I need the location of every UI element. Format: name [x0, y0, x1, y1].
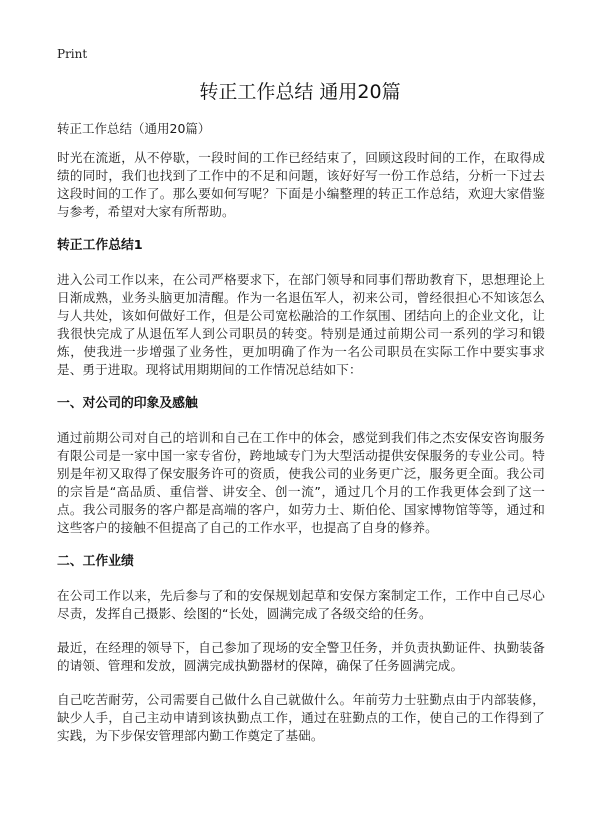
document-subtitle: 转正工作总结（通用20篇） — [57, 121, 211, 136]
print-link[interactable]: Print — [57, 47, 88, 61]
achievements-paragraph-2: 最近，在经理的领导下，自己参加了现场的安全警卫任务，并负责执勤证件、执勤装备的请领、管理和发放，圆满完成执勤器材的保障，确保了任务圆满完成。 — [57, 640, 545, 673]
impression-paragraph: 通过前期公司对自己的培训和自己在工作中的体会，感觉到我们伟之杰安保安咨询服务有限公司是一家中国一家专省份，跨地域专门为大型活动提供安保服务的专业公司。特别是年初又取得了保安服务许可的资质，使我公司的业务更广泛，服务更全面。我公司的宗旨是“高品质、重信誉、讲安全、创一流”，通过几个月的工作我更体会到了这一点。我公司服务的客户都是高端的客户，如劳力士、斯伯伦、国家博物馆等等，通过和这些客户的接触不但提高了自己的工作水平，也提高了自身的修养。 — [57, 430, 545, 535]
achievements-paragraph-1: 在公司工作以来，先后参与了和的安保规划起草和安保方案制定工作，工作中自己尽心尽责，发挥自己摄影、绘图的“长处，圆满完成了各级交给的任务。 — [57, 588, 545, 621]
intro-paragraph: 时光在流逝，从不停歇，一段时间的工作已经结束了，回顾这段时间的工作，在取得成绩的同时，我们也找到了工作中的不足和问题，该好好写一份工作总结，分析一下过去这段时间的工作了。那么要如何写呢？下面是小编整理的转正工作总结，欢迎大家借鉴与参考，希望对大家有所帮助。 — [57, 150, 545, 219]
document-body — [57, 149, 545, 761]
section-heading: 转正工作总结1 — [57, 238, 143, 253]
subsection-heading-achievements: 二、工作业绩 — [57, 554, 134, 569]
subsection-heading-impression: 一、对公司的印象及感触 — [57, 396, 198, 411]
document-title: 转正工作总结 通用20篇 — [199, 81, 401, 103]
achievements-paragraph-3: 自己吃苦耐劳，公司需要自己做什么自己就做什么。年前劳力士驻勤点由于内部装修，缺少人手，自己主动申请到该执勤点工作，通过在驻勤点的工作，使自己的工作得到了实践，为下步保安管理部内勤工作奠定了基础。 — [57, 692, 545, 743]
section-paragraph: 进入公司工作以来，在公司严格要求下，在部门领导和同事们帮助教育下，思想理论上日渐成熟，业务头脑更加清醒。作为一名退伍军人，初来公司，曾经很担心不知该怎么与人共处，该如何做好工作，但是公司宽松融洽的工作氛围、团结向上的企业文化，让我很快完成了从退伍军人到公司职员的转变。特别是通过前期公司一系列的学习和锻炼，使我进一步增强了业务性，更加明确了作为一名公司职员在实际工作中要实事求是、勇于进取。现将试用期期间的工作情况总结如下： — [57, 272, 545, 377]
